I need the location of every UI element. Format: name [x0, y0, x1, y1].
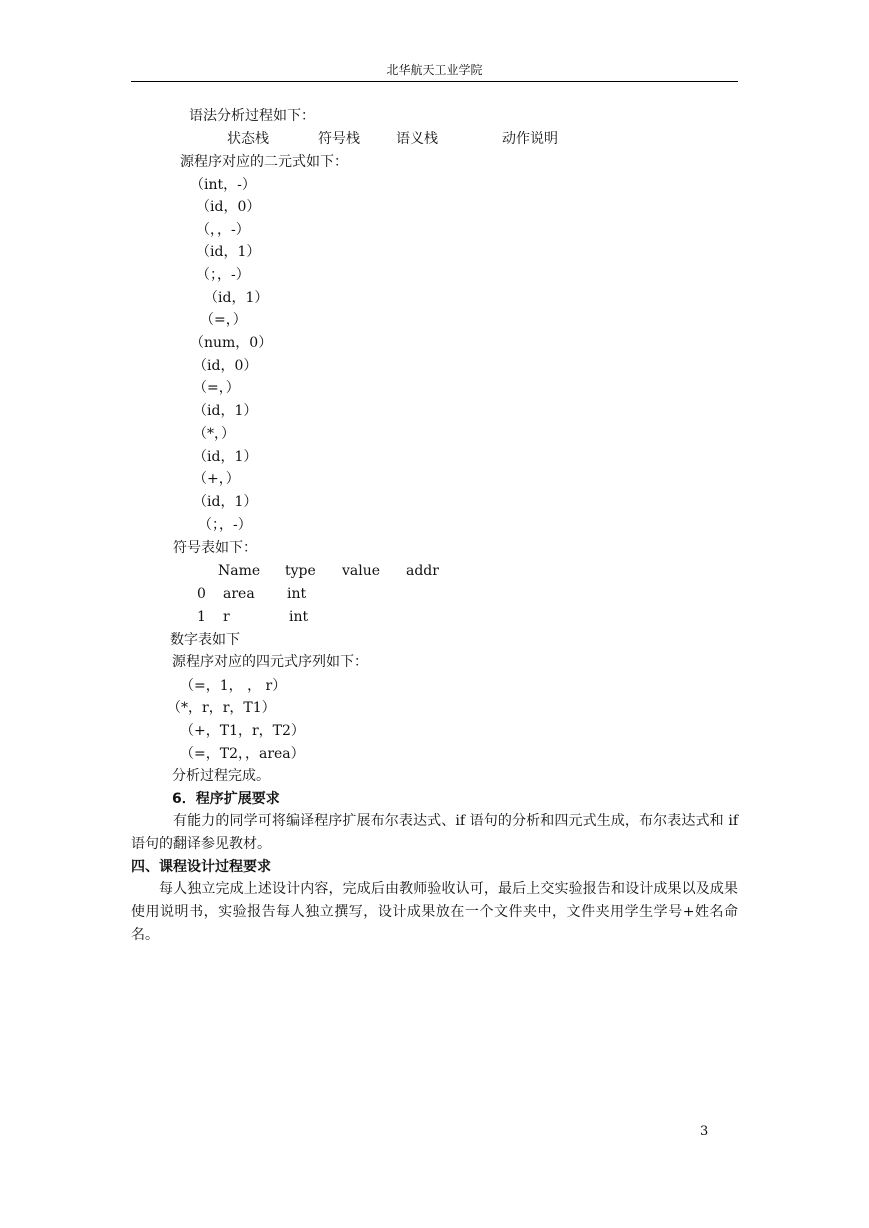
analysis-done: 分析过程完成。: [172, 768, 270, 784]
section-6-body: 有能力的同学可将编译程序扩展布尔表达式、if 语句的分析和四元式生成，布尔表达式和 if 语句的翻译参见教材。: [131, 813, 738, 852]
symtab-col-name: Name: [218, 563, 261, 579]
syntax-col-semantic: 语义栈: [396, 131, 438, 147]
quad-item: （=，1， ， r）: [180, 678, 287, 694]
binary-item: （+，）: [193, 471, 240, 487]
binary-item: （；，-）: [196, 267, 250, 283]
syntax-col-state: 状态栈: [227, 131, 269, 147]
binary-heading: 源程序对应的二元式如下：: [180, 154, 348, 170]
symtab-cell-index: 0: [197, 586, 206, 602]
quad-item: （=，T2，，area）: [180, 746, 305, 762]
binary-item: （id，1）: [193, 403, 258, 419]
binary-item: （*，）: [193, 426, 235, 442]
page-number: 3: [700, 1124, 709, 1139]
syntax-heading: 语法分析过程如下：: [189, 108, 315, 124]
binary-item: （num，0）: [190, 335, 273, 351]
symtab-cell-index: 1: [197, 609, 206, 625]
symtab-col-value: value: [342, 563, 381, 579]
symtab-cell-name: area: [223, 586, 255, 602]
binary-item: （id，0）: [193, 358, 258, 374]
binary-item: （id，1）: [204, 290, 269, 306]
syntax-col-action: 动作说明: [502, 131, 558, 147]
quad-item: （+，T1，r，T2）: [180, 723, 305, 739]
section-4-body: 每人独立完成上述设计内容，完成后由教师验收认可，最后上交实验报告和设计成果以及成果使用说明书，实验报告每人独立撰写，设计成果放在一个文件夹中，文件夹用学生学号+姓名命名。: [131, 881, 738, 943]
quads-heading: 源程序对应的四元式序列如下：: [172, 654, 368, 670]
binary-item: （id，1）: [193, 449, 258, 465]
symtab-cell-name: r: [223, 609, 230, 625]
syntax-col-symbol: 符号栈: [318, 131, 360, 147]
binary-item: （；，-）: [198, 517, 252, 533]
symtab-cell-type: int: [287, 586, 307, 602]
binary-item: （int，-）: [190, 177, 256, 193]
header-rule: [131, 81, 738, 82]
binary-item: （id，1）: [196, 244, 261, 260]
section-6-title: 6．程序扩展要求: [172, 791, 280, 807]
numtab-heading: 数字表如下: [170, 632, 240, 648]
symtab-cell-type: int: [289, 609, 309, 625]
page-header: 北华航天工业学院: [386, 63, 483, 77]
binary-item: （id，0）: [196, 199, 261, 215]
binary-item: （，，-）: [196, 222, 250, 238]
quad-item: （*，r，r，T1）: [167, 700, 276, 716]
section-4-title: 四、课程设计过程要求: [131, 859, 271, 875]
binary-item: （=，）: [193, 380, 240, 396]
symtab-heading: 符号表如下：: [173, 540, 257, 556]
binary-item: （id，1）: [193, 494, 258, 510]
symtab-col-type: type: [285, 563, 316, 579]
binary-item: （=，）: [200, 312, 247, 328]
symtab-col-addr: addr: [406, 563, 439, 579]
